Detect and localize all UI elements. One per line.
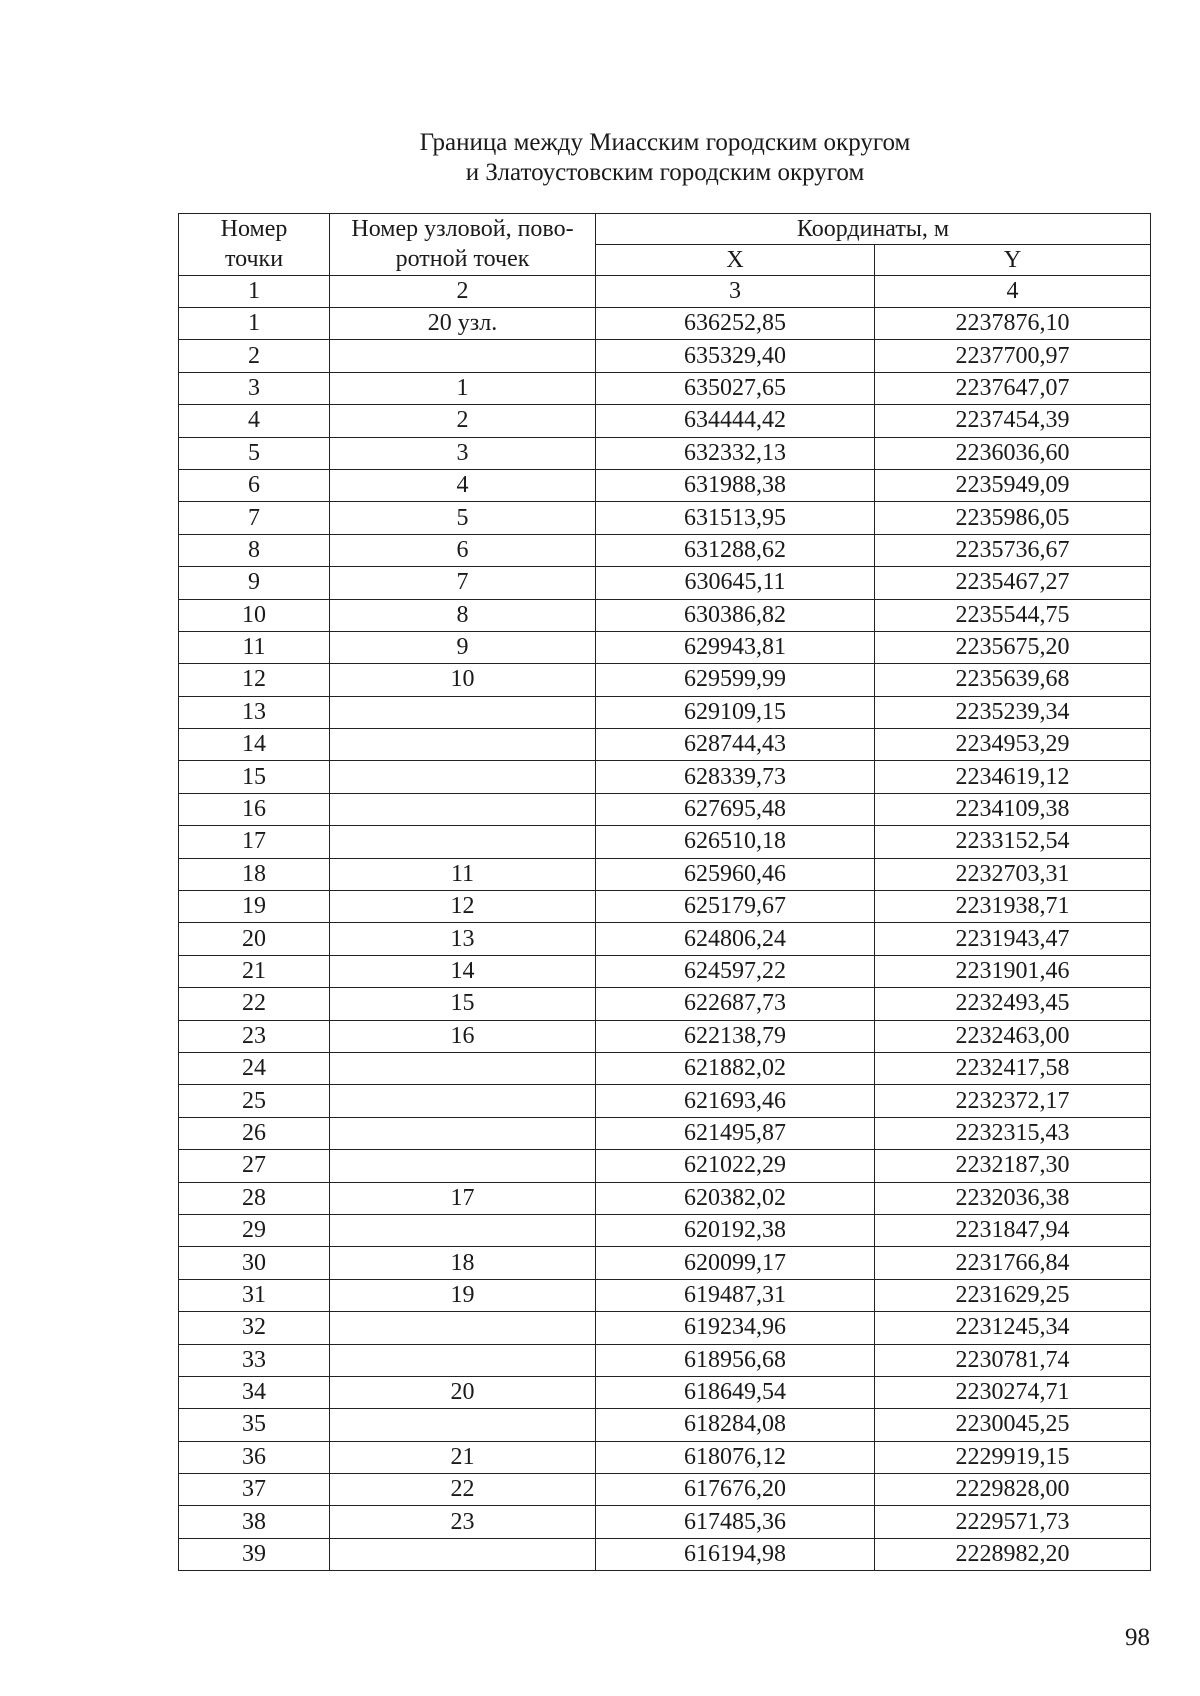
node-number-cell [330, 1214, 596, 1246]
x-coordinate-cell: 632332,13 [596, 437, 875, 469]
y-coordinate-cell: 2231629,25 [875, 1279, 1151, 1311]
point-number-cell: 4 [179, 405, 330, 437]
y-coordinate-cell: 2235986,05 [875, 502, 1151, 534]
node-number-cell: 13 [330, 923, 596, 955]
node-number-cell: 9 [330, 631, 596, 663]
table-row [179, 1182, 1151, 1214]
point-number-cell: 24 [179, 1052, 330, 1084]
x-coordinate-cell: 630645,11 [596, 567, 875, 599]
y-coordinate-cell: 2235675,20 [875, 631, 1151, 663]
x-coordinate-cell: 626510,18 [596, 826, 875, 858]
node-number-cell: 4 [330, 469, 596, 501]
x-coordinate-cell: 616194,98 [596, 1538, 875, 1570]
table-row [179, 1376, 1151, 1408]
table-row [179, 955, 1151, 987]
x-coordinate-cell: 620382,02 [596, 1182, 875, 1214]
x-coordinate-cell: 635329,40 [596, 340, 875, 372]
y-coordinate-cell: 2229828,00 [875, 1474, 1151, 1506]
table-row [179, 1506, 1151, 1538]
y-coordinate-cell: 2234619,12 [875, 761, 1151, 793]
node-number-cell: 20 узл. [330, 308, 596, 340]
point-number-cell: 2 [179, 340, 330, 372]
x-coordinate-cell: 628339,73 [596, 761, 875, 793]
node-number-cell [330, 1085, 596, 1117]
y-coordinate-cell: 2231847,94 [875, 1214, 1151, 1246]
y-coordinate-cell: 2231938,71 [875, 891, 1151, 923]
x-coordinate-cell: 634444,42 [596, 405, 875, 437]
node-number-cell [330, 696, 596, 728]
node-number-cell [330, 1150, 596, 1182]
x-coordinate-cell: 621693,46 [596, 1085, 875, 1117]
table-row [179, 1538, 1151, 1570]
point-number-cell: 25 [179, 1085, 330, 1117]
node-number-cell: 14 [330, 955, 596, 987]
table-row [179, 826, 1151, 858]
point-number-cell: 10 [179, 599, 330, 631]
point-number-cell: 5 [179, 437, 330, 469]
x-coordinate-cell: 618649,54 [596, 1376, 875, 1408]
y-coordinate-cell: 2237700,97 [875, 340, 1151, 372]
y-coordinate-cell: 2231245,34 [875, 1312, 1151, 1344]
table-row [179, 923, 1151, 955]
node-number-cell [330, 826, 596, 858]
header-node-number: Номер узловой, пово- ротной точек [330, 214, 596, 276]
node-number-cell: 15 [330, 988, 596, 1020]
node-number-cell [330, 1538, 596, 1570]
x-coordinate-cell: 631988,38 [596, 469, 875, 501]
title-line-2: и Златоустовским городским округом [465, 159, 865, 186]
point-number-cell: 22 [179, 988, 330, 1020]
point-number-cell: 9 [179, 567, 330, 599]
point-number-cell: 1 [179, 308, 330, 340]
table-row [179, 469, 1151, 501]
table-row [179, 761, 1151, 793]
node-number-cell: 19 [330, 1279, 596, 1311]
point-number-cell: 37 [179, 1474, 330, 1506]
y-coordinate-cell: 2235639,68 [875, 664, 1151, 696]
y-coordinate-cell: 2234109,38 [875, 793, 1151, 825]
y-coordinate-cell: 2228982,20 [875, 1538, 1151, 1570]
y-coordinate-cell: 2235949,09 [875, 469, 1151, 501]
column-number: 1 [179, 276, 330, 308]
x-coordinate-cell: 636252,85 [596, 308, 875, 340]
table-row [179, 308, 1151, 340]
table-row [179, 1150, 1151, 1182]
page-number: 98 [1125, 1624, 1150, 1651]
column-number-row [179, 276, 1151, 308]
y-coordinate-cell: 2237454,39 [875, 405, 1151, 437]
node-number-cell: 20 [330, 1376, 596, 1408]
node-number-cell: 11 [330, 858, 596, 890]
point-number-cell: 14 [179, 729, 330, 761]
point-number-cell: 21 [179, 955, 330, 987]
node-number-cell: 5 [330, 502, 596, 534]
table-row [179, 1020, 1151, 1052]
x-coordinate-cell: 617485,36 [596, 1506, 875, 1538]
x-coordinate-cell: 619234,96 [596, 1312, 875, 1344]
table-row [179, 858, 1151, 890]
x-coordinate-cell: 629943,81 [596, 631, 875, 663]
point-number-cell: 38 [179, 1506, 330, 1538]
table-row [179, 599, 1151, 631]
point-number-cell: 31 [179, 1279, 330, 1311]
table-row [179, 891, 1151, 923]
x-coordinate-cell: 624597,22 [596, 955, 875, 987]
y-coordinate-cell: 2235239,34 [875, 696, 1151, 728]
node-number-cell [330, 1409, 596, 1441]
table-row [179, 631, 1151, 663]
column-number: 2 [330, 276, 596, 308]
node-number-cell [330, 1312, 596, 1344]
point-number-cell: 39 [179, 1538, 330, 1570]
x-coordinate-cell: 635027,65 [596, 372, 875, 404]
x-coordinate-cell: 625179,67 [596, 891, 875, 923]
y-coordinate-cell: 2229919,15 [875, 1441, 1151, 1473]
point-number-cell: 6 [179, 469, 330, 501]
y-coordinate-cell: 2233152,54 [875, 826, 1151, 858]
x-coordinate-cell: 621022,29 [596, 1150, 875, 1182]
table-row [179, 534, 1151, 566]
table-row [179, 696, 1151, 728]
point-number-cell: 8 [179, 534, 330, 566]
table-row [179, 1117, 1151, 1149]
point-number-cell: 28 [179, 1182, 330, 1214]
table-row [179, 567, 1151, 599]
node-number-cell: 3 [330, 437, 596, 469]
x-coordinate-cell: 618956,68 [596, 1344, 875, 1376]
document-title [0, 128, 1200, 188]
y-coordinate-cell: 2229571,73 [875, 1506, 1151, 1538]
x-coordinate-cell: 621495,87 [596, 1117, 875, 1149]
table-row [179, 664, 1151, 696]
x-coordinate-cell: 621882,02 [596, 1052, 875, 1084]
table-row [179, 1214, 1151, 1246]
y-coordinate-cell: 2231943,47 [875, 923, 1151, 955]
y-coordinate-cell: 2235736,67 [875, 534, 1151, 566]
y-coordinate-cell: 2231901,46 [875, 955, 1151, 987]
y-coordinate-cell: 2232463,00 [875, 1020, 1151, 1052]
y-coordinate-cell: 2232036,38 [875, 1182, 1151, 1214]
point-number-cell: 27 [179, 1150, 330, 1182]
point-number-cell: 34 [179, 1376, 330, 1408]
node-number-cell: 7 [330, 567, 596, 599]
table-row [179, 1247, 1151, 1279]
y-coordinate-cell: 2235467,27 [875, 567, 1151, 599]
point-number-cell: 18 [179, 858, 330, 890]
table-row [179, 1474, 1151, 1506]
y-coordinate-cell: 2232703,31 [875, 858, 1151, 890]
node-number-cell: 17 [330, 1182, 596, 1214]
x-coordinate-cell: 620099,17 [596, 1247, 875, 1279]
table-row [179, 405, 1151, 437]
node-number-cell [330, 1117, 596, 1149]
point-number-cell: 17 [179, 826, 330, 858]
node-number-cell: 6 [330, 534, 596, 566]
x-coordinate-cell: 622687,73 [596, 988, 875, 1020]
point-number-cell: 15 [179, 761, 330, 793]
x-coordinate-cell: 628744,43 [596, 729, 875, 761]
x-coordinate-cell: 631288,62 [596, 534, 875, 566]
header-y: Y [875, 245, 1151, 276]
y-coordinate-cell: 2232417,58 [875, 1052, 1151, 1084]
x-coordinate-cell: 625960,46 [596, 858, 875, 890]
point-number-cell: 33 [179, 1344, 330, 1376]
x-coordinate-cell: 618284,08 [596, 1409, 875, 1441]
table-row [179, 1085, 1151, 1117]
y-coordinate-cell: 2231766,84 [875, 1247, 1151, 1279]
y-coordinate-cell: 2232493,45 [875, 988, 1151, 1020]
x-coordinate-cell: 624806,24 [596, 923, 875, 955]
x-coordinate-cell: 631513,95 [596, 502, 875, 534]
column-number: 3 [596, 276, 875, 308]
node-number-cell: 22 [330, 1474, 596, 1506]
x-coordinate-cell: 619487,31 [596, 1279, 875, 1311]
point-number-cell: 13 [179, 696, 330, 728]
node-number-cell: 1 [330, 372, 596, 404]
point-number-cell: 20 [179, 923, 330, 955]
x-coordinate-cell: 629599,99 [596, 664, 875, 696]
node-number-cell [330, 793, 596, 825]
coordinates-table [178, 213, 1151, 1571]
table-row [179, 1344, 1151, 1376]
y-coordinate-cell: 2232372,17 [875, 1085, 1151, 1117]
x-coordinate-cell: 622138,79 [596, 1020, 875, 1052]
point-number-cell: 23 [179, 1020, 330, 1052]
table-row [179, 502, 1151, 534]
header-x: X [596, 245, 875, 276]
y-coordinate-cell: 2235544,75 [875, 599, 1151, 631]
node-number-cell: 16 [330, 1020, 596, 1052]
node-number-cell [330, 761, 596, 793]
x-coordinate-cell: 617676,20 [596, 1474, 875, 1506]
node-number-cell: 18 [330, 1247, 596, 1279]
table-row [179, 1409, 1151, 1441]
node-number-cell: 12 [330, 891, 596, 923]
y-coordinate-cell: 2230274,71 [875, 1376, 1151, 1408]
point-number-cell: 32 [179, 1312, 330, 1344]
header-point-number: Номер точки [179, 214, 330, 276]
point-number-cell: 30 [179, 1247, 330, 1279]
table-row [179, 437, 1151, 469]
x-coordinate-cell: 627695,48 [596, 793, 875, 825]
node-number-cell [330, 1344, 596, 1376]
node-number-cell: 21 [330, 1441, 596, 1473]
y-coordinate-cell: 2234953,29 [875, 729, 1151, 761]
point-number-cell: 35 [179, 1409, 330, 1441]
point-number-cell: 7 [179, 502, 330, 534]
node-number-cell: 2 [330, 405, 596, 437]
point-number-cell: 29 [179, 1214, 330, 1246]
point-number-cell: 19 [179, 891, 330, 923]
y-coordinate-cell: 2230045,25 [875, 1409, 1151, 1441]
title-line-1: Граница между Миасским городским округом [419, 129, 911, 156]
node-number-cell [330, 1052, 596, 1084]
node-number-cell: 10 [330, 664, 596, 696]
y-coordinate-cell: 2237647,07 [875, 372, 1151, 404]
node-number-cell: 23 [330, 1506, 596, 1538]
y-coordinate-cell: 2236036,60 [875, 437, 1151, 469]
y-coordinate-cell: 2232187,30 [875, 1150, 1151, 1182]
table-row [179, 1279, 1151, 1311]
x-coordinate-cell: 629109,15 [596, 696, 875, 728]
point-number-cell: 12 [179, 664, 330, 696]
node-number-cell: 8 [330, 599, 596, 631]
table-row [179, 372, 1151, 404]
column-number: 4 [875, 276, 1151, 308]
point-number-cell: 3 [179, 372, 330, 404]
table-row [179, 1052, 1151, 1084]
point-number-cell: 36 [179, 1441, 330, 1473]
point-number-cell: 11 [179, 631, 330, 663]
node-number-cell [330, 340, 596, 372]
y-coordinate-cell: 2230781,74 [875, 1344, 1151, 1376]
x-coordinate-cell: 620192,38 [596, 1214, 875, 1246]
table-row [179, 988, 1151, 1020]
y-coordinate-cell: 2232315,43 [875, 1117, 1151, 1149]
x-coordinate-cell: 630386,82 [596, 599, 875, 631]
x-coordinate-cell: 618076,12 [596, 1441, 875, 1473]
point-number-cell: 26 [179, 1117, 330, 1149]
y-coordinate-cell: 2237876,10 [875, 308, 1151, 340]
header-coordinates: Координаты, м [596, 214, 1151, 245]
table-row [179, 793, 1151, 825]
table-row [179, 340, 1151, 372]
node-number-cell [330, 729, 596, 761]
point-number-cell: 16 [179, 793, 330, 825]
table-row [179, 729, 1151, 761]
table-row [179, 1441, 1151, 1473]
table-row [179, 1312, 1151, 1344]
